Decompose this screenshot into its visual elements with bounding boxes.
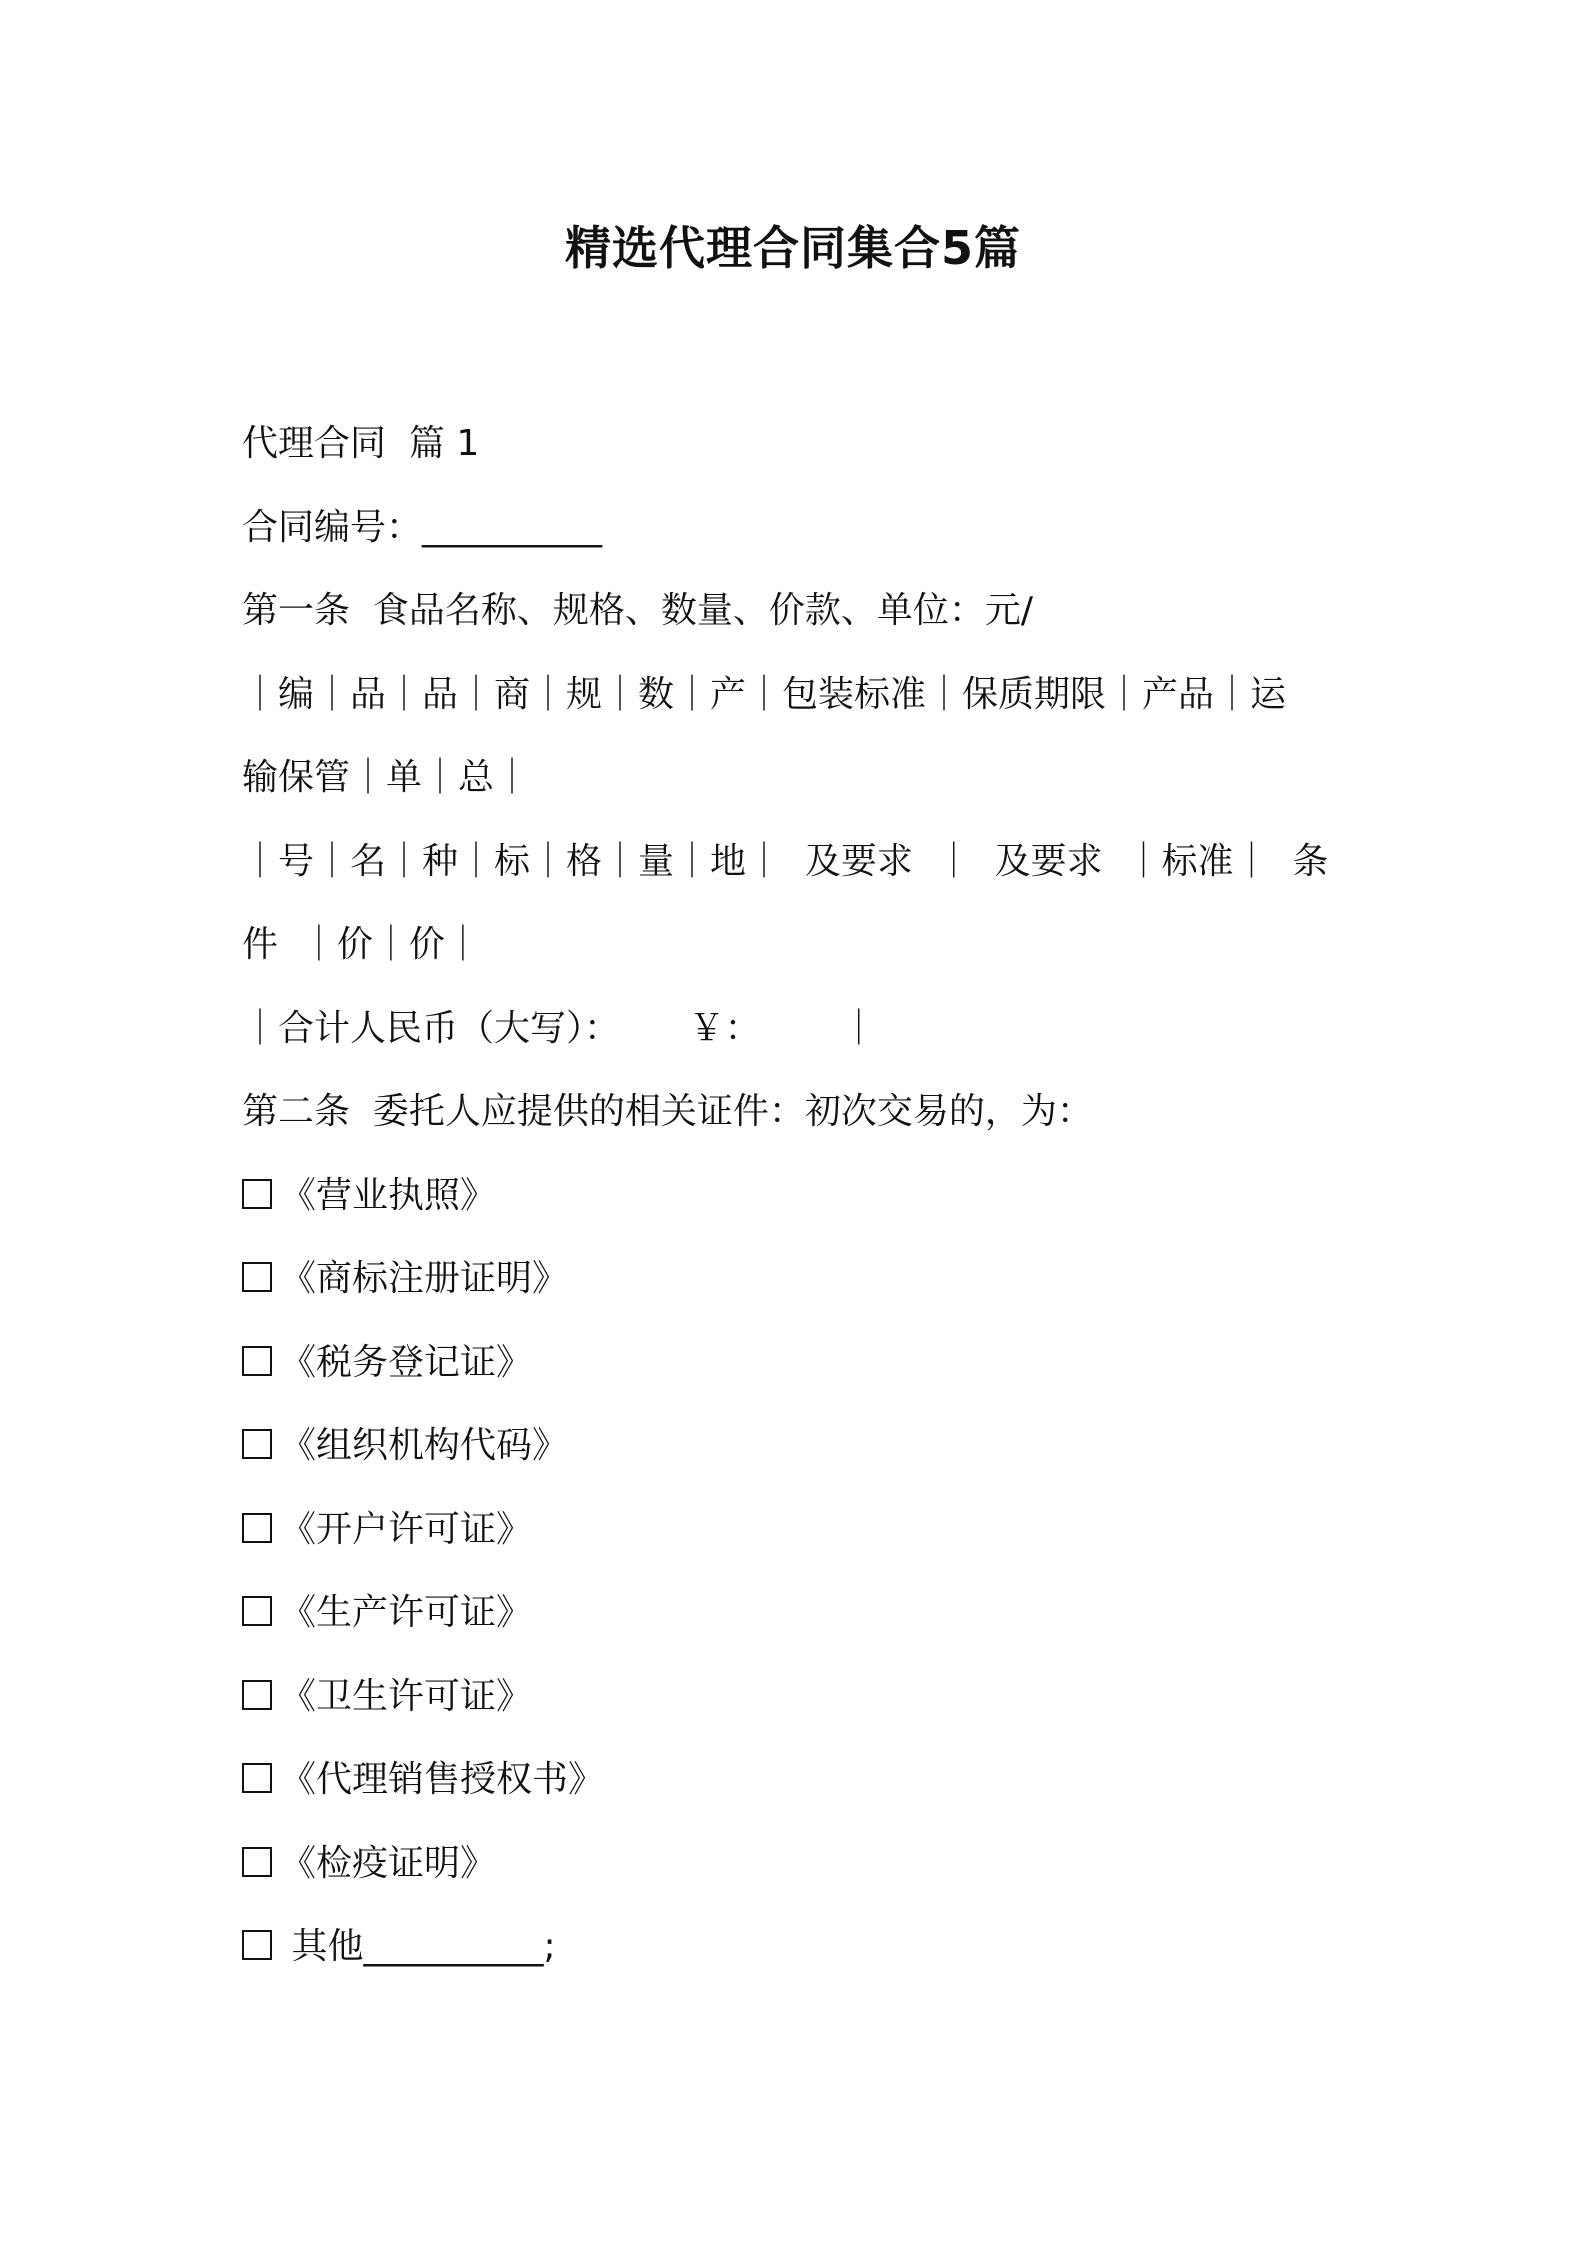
- checkbox-icon[interactable]: [242, 1847, 272, 1877]
- section-heading: 代理合同 篇 1: [242, 423, 480, 464]
- checkbox-icon[interactable]: [242, 1429, 272, 1459]
- checklist-label: 《卫生许可证》: [280, 1675, 533, 1717]
- checklist-item: [242, 1571, 1352, 1655]
- checklist-label: 《商标注册证明》: [280, 1258, 569, 1299]
- checkbox-icon[interactable]: [242, 1513, 272, 1543]
- contract-number-line: 合同编号：__________: [242, 506, 603, 548]
- document-title: 精选代理合同集合5篇: [564, 221, 1021, 275]
- checklist-item: [242, 1488, 1352, 1572]
- checklist-label: 《营业执照》: [280, 1174, 497, 1216]
- checklist-label: 《检疫证明》: [280, 1842, 497, 1884]
- checkbox-icon[interactable]: [242, 1763, 272, 1793]
- total-amount-row: ｜合计人民币（大写）： ￥： ｜: [242, 1007, 877, 1049]
- table-header-row-1b: 输保管｜单｜总｜: [242, 757, 531, 798]
- checkbox-icon[interactable]: [242, 1262, 272, 1292]
- checklist-label: 《开户许可证》: [280, 1508, 533, 1550]
- checklist-label: 《税务登记证》: [280, 1341, 533, 1383]
- checklist-item: [242, 1237, 1352, 1321]
- checklist-item: [242, 1738, 1352, 1822]
- checklist-label: 《代理销售授权书》: [280, 1759, 605, 1800]
- checkbox-icon[interactable]: [242, 1346, 272, 1376]
- table-header-row-1a: ｜编｜品｜品｜商｜规｜数｜产｜包装标准｜保质期限｜产品｜运: [242, 673, 1287, 715]
- checkbox-icon[interactable]: [242, 1930, 272, 1960]
- checklist-label: 《组织机构代码》: [280, 1425, 569, 1466]
- checklist-item: [242, 1655, 1352, 1739]
- article-one-line: 第一条 食品名称、规格、数量、价款、单位：元/: [242, 590, 1034, 631]
- checklist-item: [242, 1822, 1352, 1906]
- article-two-line: 第二条 委托人应提供的相关证件：初次交易的，为：: [242, 1091, 1093, 1132]
- table-header-row-2b: 件 ｜价｜价｜: [242, 924, 481, 965]
- checklist-item: [242, 1905, 1352, 1989]
- checklist-item: [242, 1321, 1352, 1405]
- checklist-label: 其他__________;: [280, 1926, 556, 1967]
- checklist-item: [242, 1154, 1352, 1238]
- checkbox-icon[interactable]: [242, 1179, 272, 1209]
- checklist-label: 《生产许可证》: [280, 1592, 533, 1633]
- table-header-row-2a: ｜号｜名｜种｜标｜格｜量｜地｜ 及要求 ｜ 及要求 ｜标准｜ 条: [242, 840, 1329, 882]
- checklist-item: [242, 1404, 1352, 1488]
- checkbox-icon[interactable]: [242, 1596, 272, 1626]
- checkbox-icon[interactable]: [242, 1680, 272, 1710]
- document-body: [242, 402, 1352, 1989]
